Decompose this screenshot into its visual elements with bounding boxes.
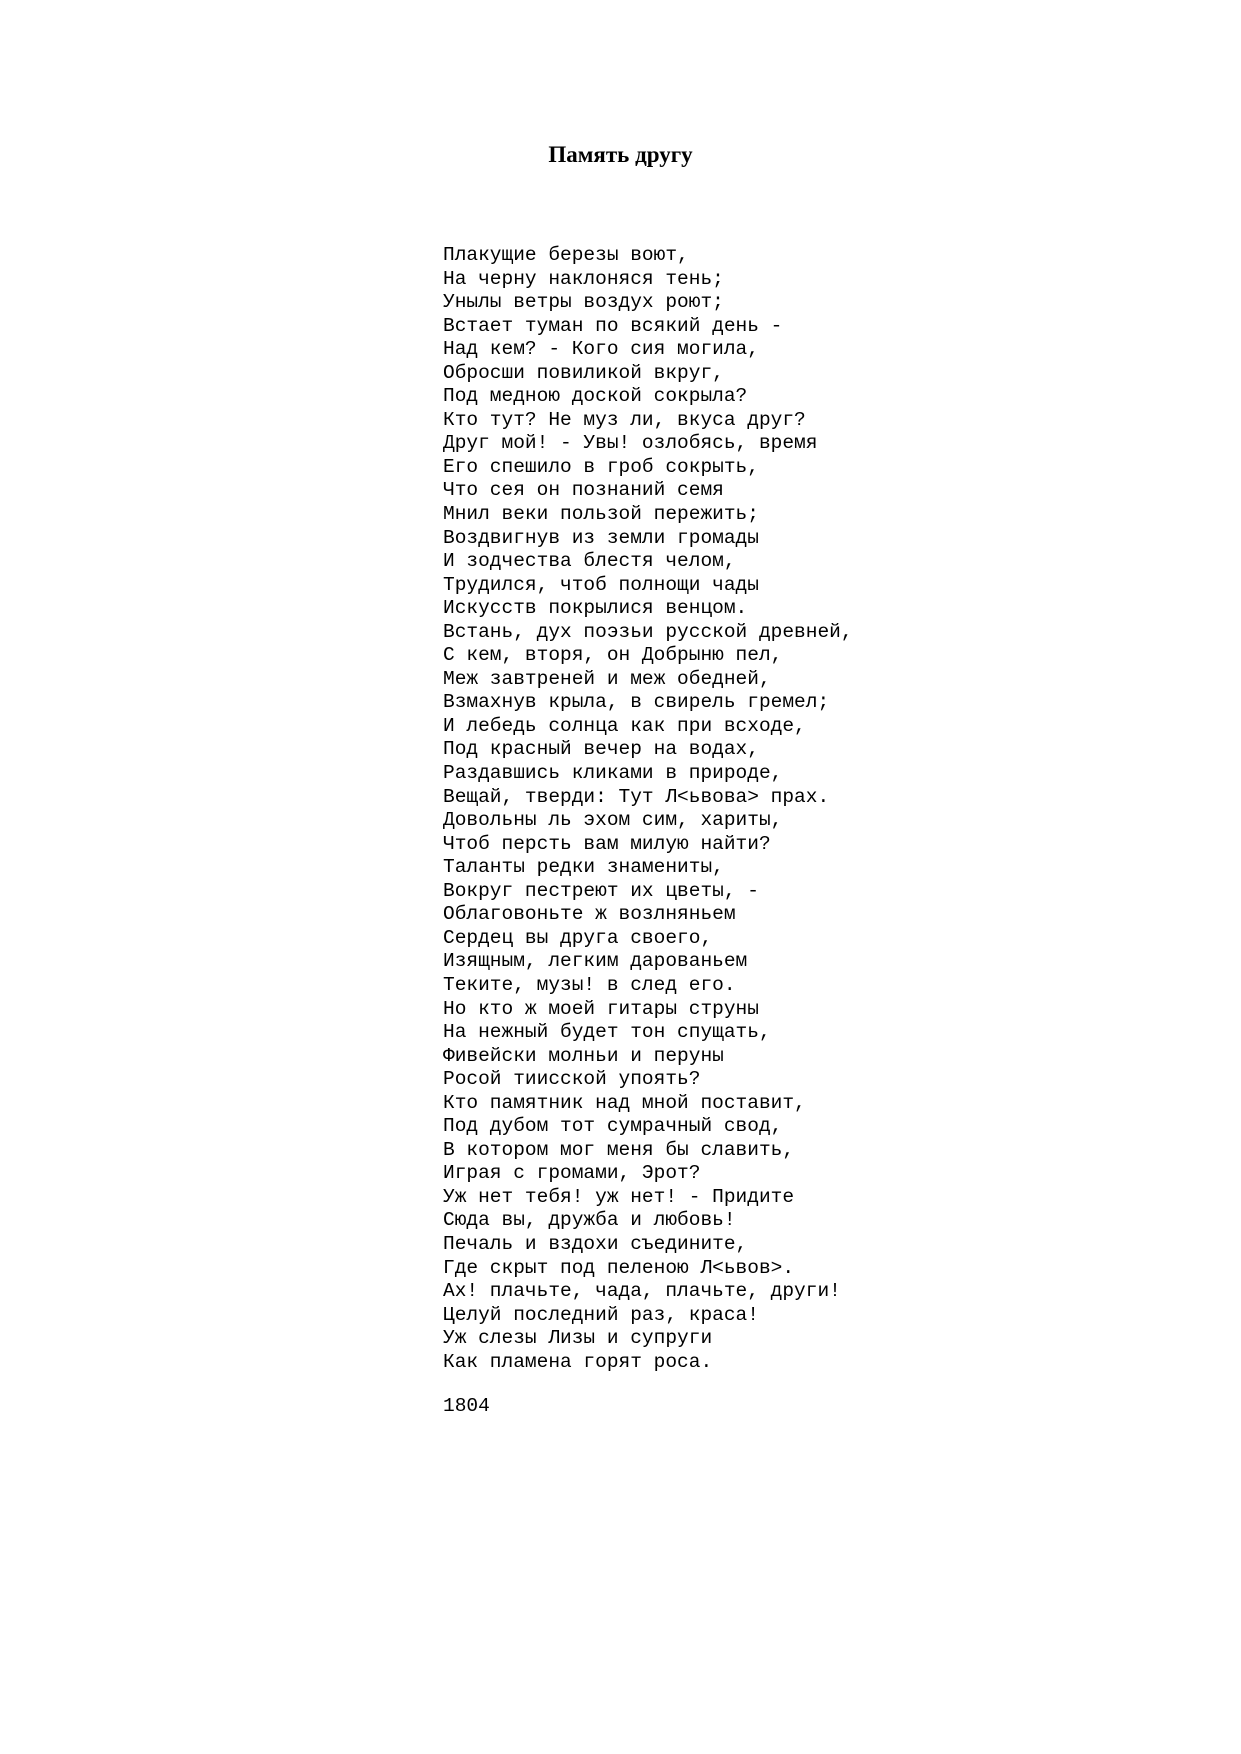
poem-line: Уж слезы Лизы и супруги [443, 1327, 713, 1350]
poem-line: На черну наклоняся тень; [443, 267, 724, 290]
poem-line: Раздавшись кликами в природе, [443, 762, 783, 785]
poem-line: Искусств покрылися венцом. [443, 597, 748, 620]
poem-line: Где скрыт под пеленою Л<ьвов>. [443, 1256, 795, 1279]
poem-line: Вещай, тверди: Тут Л<ьвова> прах. [443, 785, 830, 808]
poem-line: Трудился, чтоб полнощи чады [443, 573, 759, 596]
poem-year: 1804 [443, 1395, 490, 1417]
poem-line: Под дубом тот сумрачный свод, [443, 1115, 783, 1138]
poem-line: Обросши повиликой вкруг, [443, 361, 724, 384]
poem-line: И лебедь солнца как при всходе, [443, 714, 806, 737]
poem-line: Что сея он познаний семя [443, 479, 724, 502]
poem-line: Но кто ж моей гитары струны [443, 997, 759, 1020]
poem-line: Играя с громами, Эрот? [443, 1162, 701, 1185]
poem-line: Довольны ль эхом сим, хариты, [443, 809, 783, 832]
poem-line: Целуй последний раз, краса! [443, 1303, 759, 1326]
poem-line: Встает туман по всякий день - [443, 314, 783, 337]
poem-line: Сердец вы друга своего, [443, 926, 713, 949]
poem-line: Унылы ветры воздух роют; [443, 291, 724, 314]
poem-line: Чтоб персть вам милую найти? [443, 832, 771, 855]
poem-line: Кто памятник над мной поставит, [443, 1091, 806, 1114]
poem-line: Его спешило в гроб сокрыть, [443, 455, 759, 478]
poem-line: Печаль и вздохи съедините, [443, 1232, 748, 1255]
poem-line: Взмахнув крыла, в свирель гремел; [443, 691, 830, 714]
poem-line: Облаговоньте ж возлняньем [443, 903, 736, 926]
poem-line: Вокруг пестреют их цветы, - [443, 879, 759, 902]
poem-line: Изящным, легким дарованьем [443, 950, 748, 973]
poem-line: Под красный вечер на водах, [443, 738, 759, 761]
poem-line: Меж завтреней и меж обедней, [443, 667, 771, 690]
poem-line: Под медною доской сокрыла? [443, 385, 748, 408]
poem-line: Фивейски молньи и перуны [443, 1044, 724, 1067]
poem-line: Встань, дух поэзьи русской древней, [443, 620, 853, 643]
poem-line: Воздвигнув из земли громады [443, 526, 759, 549]
poem-title: Память другу [548, 142, 693, 167]
poem-line: Теките, музы! в след его. [443, 973, 736, 996]
poem-line: С кем, вторя, он Добрыню пел, [443, 644, 783, 667]
poem-body [443, 244, 853, 1374]
poem-line: Росой тиисской упоять? [443, 1068, 701, 1091]
poem-line: Плакущие березы воют, [443, 244, 689, 266]
poem-line: Мнил веки пользой пережить; [443, 503, 759, 526]
poem-line: Уж нет тебя! уж нет! - Придите [443, 1185, 795, 1208]
poem-line: Как пламена горят роса. [443, 1350, 713, 1373]
poem-line: Кто тут? Не муз ли, вкуса друг? [443, 408, 806, 431]
poem-line: Сюда вы, дружба и любовь! [443, 1209, 736, 1232]
poem-line: Над кем? - Кого сия могила, [443, 338, 759, 361]
poem-line: Друг мой! - Увы! озлобясь, время [443, 432, 818, 455]
poem-line: Ах! плачьте, чада, плачьте, други! [443, 1280, 841, 1303]
poem-line: И зодчества блестя челом, [443, 550, 736, 573]
poem-line: Таланты редки знамениты, [443, 856, 724, 879]
poem-line: В котором мог меня бы славить, [443, 1138, 795, 1161]
poem-line: На нежный будет тон спущать, [443, 1021, 771, 1044]
